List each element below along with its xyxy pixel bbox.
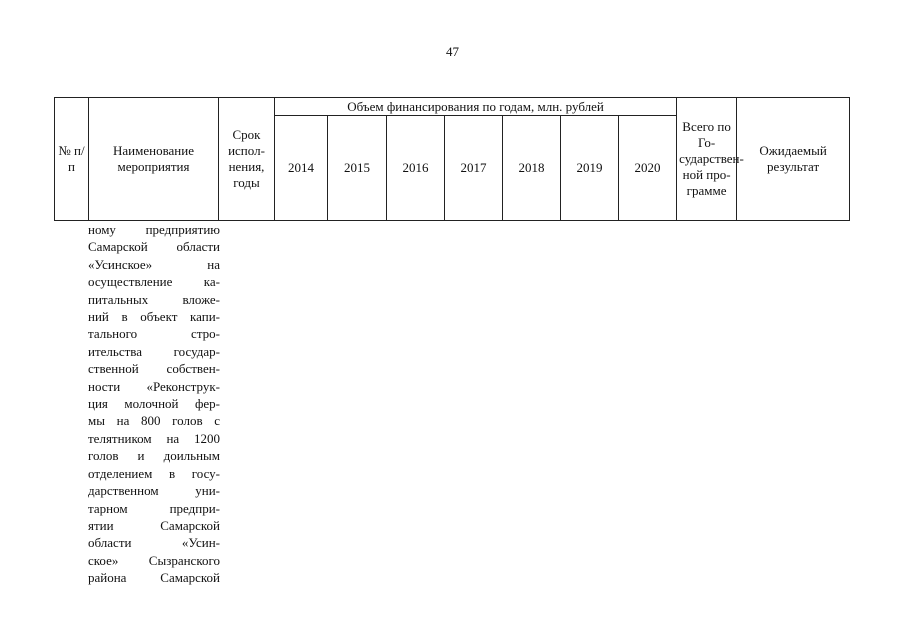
text-line: ское» Сызранского xyxy=(88,552,220,568)
text-line: ному предприятию xyxy=(88,222,220,237)
page-number: 47 xyxy=(446,44,459,59)
header-year-2017: 2017 xyxy=(445,116,503,221)
text-line: телятником на 1200 xyxy=(88,430,220,446)
text-line: ности «Реконструк- xyxy=(88,378,220,394)
text-line: тального стро- xyxy=(88,326,220,342)
text-line: района Самарской xyxy=(88,570,220,586)
continued-activity-text xyxy=(88,221,220,587)
text-line: ятии Самарской xyxy=(88,517,220,533)
header-year-2015: 2015 xyxy=(328,116,387,221)
text-line: питальных вложе- xyxy=(88,291,220,307)
header-year-2020: 2020 xyxy=(619,116,677,221)
text-line: мы на 800 голов с xyxy=(88,413,220,429)
text-line: дарственном уни- xyxy=(88,483,220,499)
text-line: ний в объект капи- xyxy=(88,309,220,325)
text-line: отделением в госу- xyxy=(88,465,220,481)
text-line: Самарской области xyxy=(88,239,220,255)
text-line: «Усинское» на xyxy=(88,256,220,272)
header-result: Ожидаемый результат xyxy=(737,98,850,221)
text-line: области «Усин- xyxy=(88,535,220,551)
header-year-2019: 2019 xyxy=(561,116,619,221)
text-line: ительства государ- xyxy=(88,343,220,359)
header-year-2016: 2016 xyxy=(387,116,445,221)
header-name: Наименование мероприятия xyxy=(89,98,219,221)
text-line: голов и доильным xyxy=(88,448,220,464)
header-financing-group: Объем финансирования по годам, млн. рублей xyxy=(275,98,677,116)
text-line: осуществление ка- xyxy=(88,274,220,290)
header-year-2018: 2018 xyxy=(503,116,561,221)
header-year-2014: 2014 xyxy=(275,116,328,221)
header-term: Срок испол-нения, годы xyxy=(219,98,275,221)
program-table-header xyxy=(54,97,850,221)
text-line: ственной собствен- xyxy=(88,361,220,377)
text-line: ция молочной фер- xyxy=(88,396,220,412)
header-number: № п/п xyxy=(55,98,89,221)
text-line: тарном предпри- xyxy=(88,500,220,516)
header-total: Всего по Го-сударствен-ной про-грамме xyxy=(677,98,737,221)
